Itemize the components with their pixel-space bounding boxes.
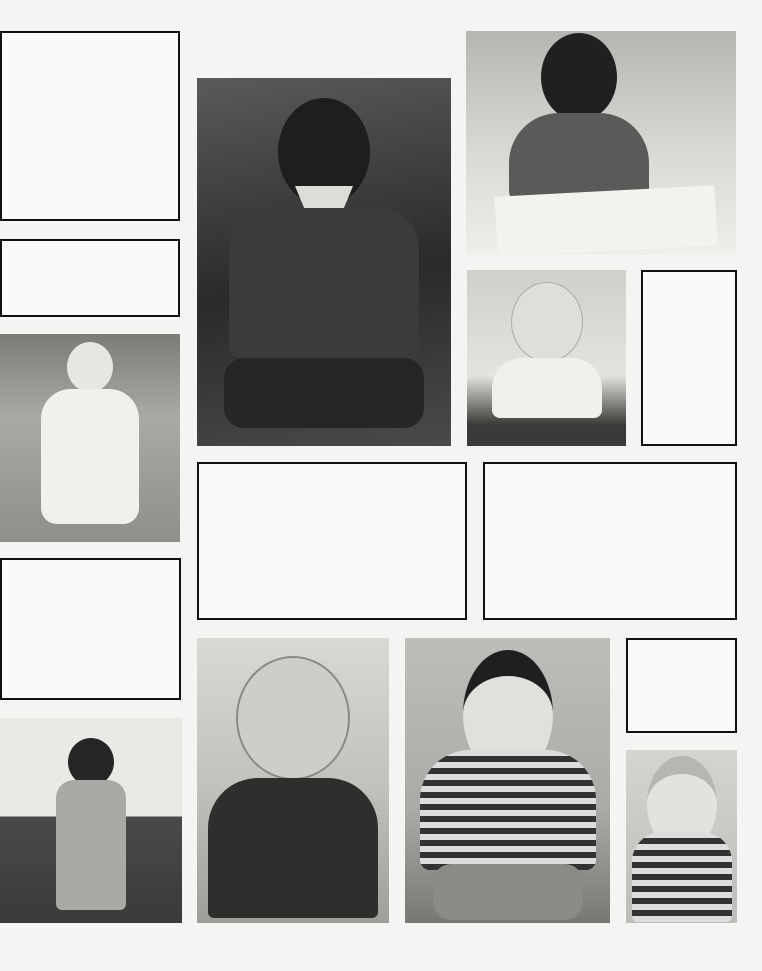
entry-box-al-harris (0, 31, 180, 221)
photo-toddler-sitting (466, 31, 736, 255)
photo-blond-boy (626, 750, 737, 923)
photo-baby-couch (0, 334, 180, 542)
entry-box-gary-hipskind (0, 239, 180, 317)
photo-boy-bowtie (197, 78, 451, 446)
photo-dan-lynagh (405, 638, 610, 923)
entry-box-thea-sandra-jung (483, 462, 737, 620)
entry-box-pat-james (641, 270, 737, 446)
entry-box-kevin-king (0, 558, 181, 700)
entry-box-stephanie-mabe (626, 638, 737, 733)
photo-toddler-overalls (0, 718, 182, 923)
photo-smiling-baby (467, 270, 626, 446)
photo-curly-toddler (197, 638, 389, 923)
entry-box-steve-light (197, 462, 467, 620)
